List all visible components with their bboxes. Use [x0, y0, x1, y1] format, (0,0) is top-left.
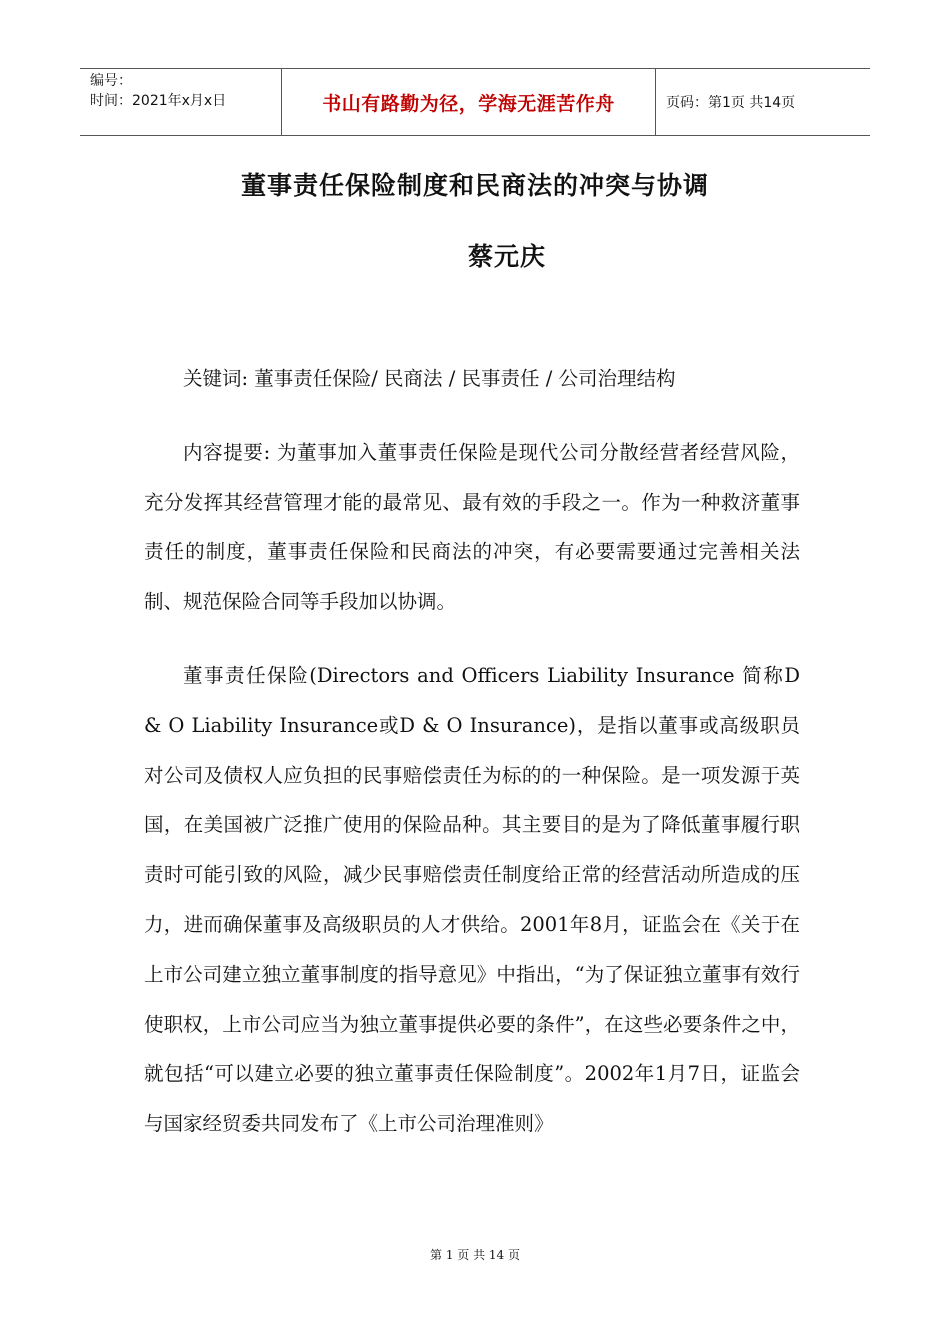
keywords-paragraph: 关键词: 董事责任保险/ 民商法 / 民事责任 / 公司治理结构 — [183, 367, 676, 390]
page-info-text: 页码：第1页 共14页 — [666, 95, 796, 111]
body-paragraph: 董事责任保险(Directors and Officers Liability Insurance 简称D & O Liability Insurance或D & O Insurance)，是指以董事或高级职员对公司及债权人应负担的民事赔偿责任为标的的一种保险。是一项发源于英国，在美国被广泛推广使用的保险品种。其主要目的是为了降低董事履行职责时可能引致的风险，减少民事赔偿责任制度给正常的经营活动所造成的压力，进而确保董事及高级职员的人才供给。2001年8月，证监会在《关于在上市公司建立独立董事制度的指导意见》中指出，“为了保证独立董事有效行使职权，上市公司应当为独立董事提供必要的条件”，在这些必要条件之中，就包括“可以建立必要的独立董事责任保险制度”。2002年1月7日，证监会与国家经贸委共同发布了《上市公司治理准则》 — [144, 663, 800, 1136]
abstract-paragraph: 内容提要: 为董事加入董事责任保险是现代公司分散经营者经营风险，充分发挥其经营管理才能的最常见、最有效的手段之一。作为一种救济董事责任的制度，董事责任保险和民商法的冲突，有必要需要通过完善相关法制、规范保险合同等手段加以协调。 — [144, 440, 800, 614]
document-title: 董事责任保险制度和民商法的冲突与协调 — [240, 171, 709, 200]
time-label: 时间：2021年x月x日 — [90, 93, 227, 109]
header-table — [80, 68, 870, 136]
page-info-cell — [656, 69, 870, 135]
header-meta-cell — [80, 69, 282, 135]
document-body — [144, 354, 800, 1149]
page-footer: 第 1 页 共 14 页 — [430, 1248, 520, 1262]
number-label: 编号： — [90, 73, 132, 89]
document-author: 蔡元庆 — [468, 242, 547, 271]
motto-text: 书山有路勤为径，学海无涯苦作舟 — [322, 92, 615, 115]
motto-cell — [282, 69, 656, 135]
